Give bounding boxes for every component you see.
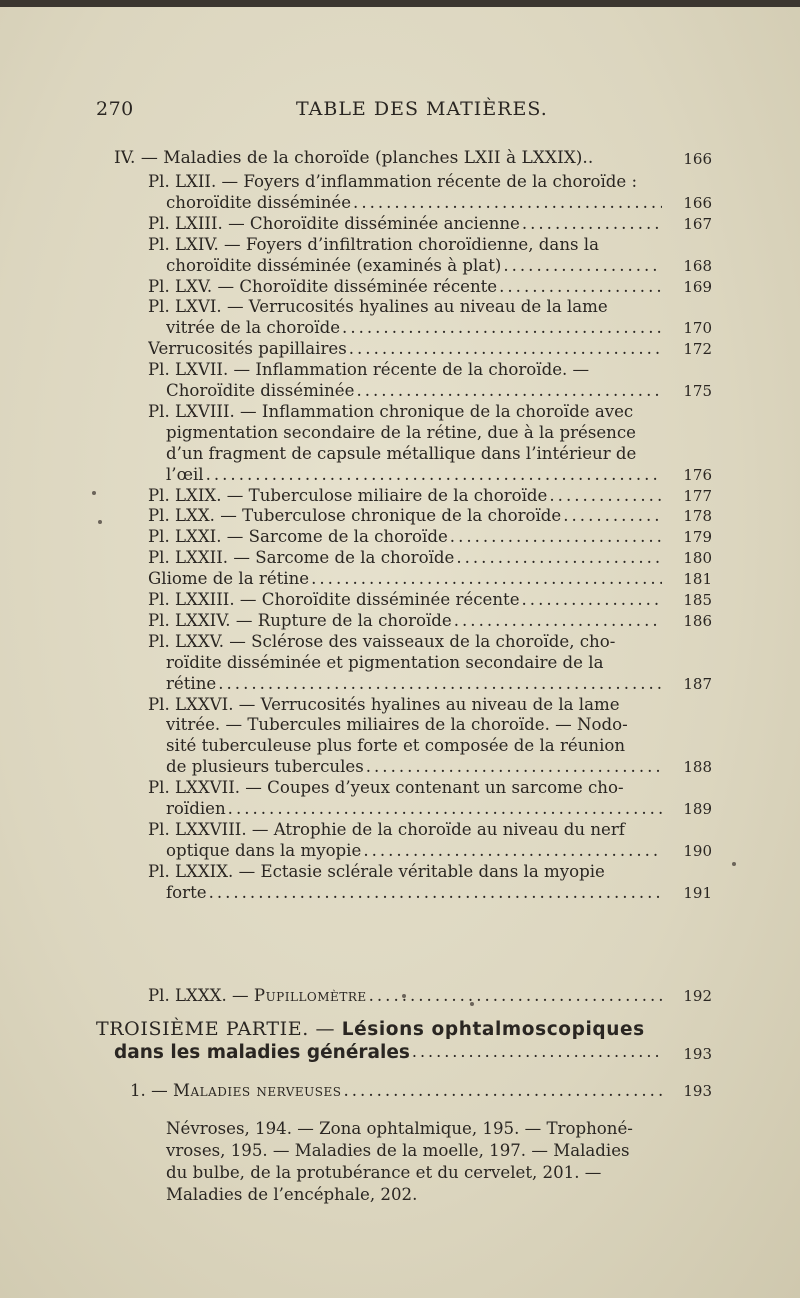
toc-entry-line xyxy=(148,486,664,506)
paragraph-line: Maladies de l’encéphale, 202. xyxy=(166,1185,418,1204)
entry-text: Pl. LXX. — Tuberculose chronique de la choroïde xyxy=(148,506,562,526)
dot-leader xyxy=(522,590,662,610)
toc-page-number: 181 xyxy=(683,570,712,589)
entry-text: sité tuberculeuse plus forte et composée de la réunion xyxy=(166,736,626,756)
ink-speck xyxy=(402,994,406,998)
toc-entry-line xyxy=(148,590,664,610)
entry-text: roïdien xyxy=(166,799,226,818)
toc-entry-line xyxy=(148,695,664,715)
entry-text: Pl. LXV. — Choroïdite disséminée récente xyxy=(148,276,498,296)
toc-entry-continuation xyxy=(166,318,664,338)
toc-entry-continuation xyxy=(166,381,664,401)
toc-entry-continuation xyxy=(166,674,664,694)
entry-text: Pl. LXVII. — Inflammation récente de la choroïde. — xyxy=(148,360,590,380)
entry-text: Pl. LXXIII. — Choroïdite disséminée récente xyxy=(148,590,520,609)
part-heading-continued xyxy=(114,1042,664,1063)
paragraph-line: du bulbe, de la protubérance et du cervelet, 201. — xyxy=(166,1163,602,1182)
section-heading-page: 193 xyxy=(683,1082,712,1100)
entry-label-prefix: Pl. LXXX. — xyxy=(148,986,254,1005)
toc-entry-continuation xyxy=(166,444,664,464)
dot-leader xyxy=(503,256,662,276)
toc-entry-continuation xyxy=(166,883,664,903)
dot-leader xyxy=(311,569,662,589)
section-heading-1 xyxy=(130,1081,664,1101)
toc-entry-line xyxy=(148,297,664,317)
toc-page-number: 172 xyxy=(683,340,712,359)
section-heading-page: 166 xyxy=(683,150,712,168)
ink-speck xyxy=(92,491,96,495)
toc-page-number: 168 xyxy=(683,256,712,275)
dot-leader xyxy=(366,757,662,777)
toc-page-number: 169 xyxy=(683,277,712,296)
entry-text: roïdite disséminée et pigmentation secondaire de la xyxy=(166,652,604,672)
toc-entry-line xyxy=(148,527,664,547)
dot-leader xyxy=(218,674,662,694)
dot-leader xyxy=(499,277,662,297)
toc-page-number: 187 xyxy=(683,674,712,693)
section-heading-label: IV. — Maladies de la choroïde (planches LXII à LXXIX).. xyxy=(114,148,594,168)
dot-leader xyxy=(522,214,662,234)
dot-leader xyxy=(412,1042,662,1063)
entry-text: Pl. LXXIV. — Rupture de la choroïde xyxy=(148,610,452,630)
dot-leader xyxy=(353,193,662,213)
dot-leader xyxy=(454,611,662,631)
entry-text: forte xyxy=(166,882,207,902)
entry-text: Pl. LXXVI. — Verrucosités hyalines au niveau de la lame xyxy=(148,694,620,714)
dot-leader xyxy=(356,381,662,401)
entry-text: de plusieurs tubercules xyxy=(166,757,364,777)
part-heading-prefix: TROISIÈME PARTIE. — xyxy=(96,1018,342,1040)
dot-leader xyxy=(349,339,662,359)
entry-text: Pl. LXXV. — Sclérose des vaisseaux de la choroïde, cho- xyxy=(148,631,616,651)
entry-text: Pl. LXXVIII. — Atrophie de la choroïde au niveau du nerf xyxy=(148,819,625,839)
toc-page-number: 175 xyxy=(683,382,712,400)
toc-page-number: 189 xyxy=(683,800,712,818)
toc-entry-continuation xyxy=(166,653,664,673)
toc-entry-continuation xyxy=(166,736,664,756)
entry-text: Pl. LXVIII. — Inflammation chronique de la choroïde avec xyxy=(148,401,634,421)
entry-text: vitrée. — Tubercules miliaires de la choroïde. — Nodo- xyxy=(166,715,628,735)
dot-leader xyxy=(456,548,662,568)
part-heading xyxy=(96,1018,645,1040)
dot-leader xyxy=(228,799,662,819)
part-heading-title: Lésions ophtalmoscopiques xyxy=(341,1019,645,1040)
toc-page-number: 190 xyxy=(683,841,712,860)
entry-text: Pl. LXIX. — Tuberculose miliaire de la choroïde xyxy=(148,485,548,505)
toc-entry-continuation xyxy=(166,799,664,819)
entry-text: rétine xyxy=(166,673,217,693)
toc-entry-continuation xyxy=(166,193,664,213)
toc-entry-line xyxy=(148,778,664,798)
toc-page-number: 180 xyxy=(683,549,712,568)
toc-entry-continuation xyxy=(166,465,664,485)
toc-entry-continuation xyxy=(166,841,664,861)
part-heading-page: 193 xyxy=(683,1045,712,1063)
toc-entry-line xyxy=(148,214,664,234)
toc-entry-line xyxy=(148,235,664,255)
dot-leader xyxy=(342,318,662,338)
toc-page-number: 179 xyxy=(683,528,712,547)
toc-entry-line xyxy=(148,862,664,882)
entry-text: pigmentation secondaire de la rétine, due à la présence xyxy=(166,422,636,442)
toc-entry-line xyxy=(148,360,664,380)
section-heading-label: Maladies nerveuses xyxy=(172,1081,342,1100)
page-number: 270 xyxy=(96,98,134,120)
toc-entry-line xyxy=(148,548,664,568)
dot-leader xyxy=(344,1081,663,1101)
ink-speck xyxy=(470,1002,474,1006)
toc-page-number: 166 xyxy=(683,193,712,212)
dot-leader xyxy=(549,486,662,506)
toc-page-number: 167 xyxy=(683,214,712,233)
entry-text: d’un fragment de capsule métallique dans l’intérieur de xyxy=(166,443,637,463)
toc-page-number: 191 xyxy=(683,883,712,902)
toc-page-number: 178 xyxy=(683,507,712,526)
entry-label-smallcaps: Pupillomètre xyxy=(253,986,367,1005)
entry-text: Pl. LXXI. — Sarcome de la choroïde xyxy=(148,527,448,547)
running-title: TABLE DES MATIÈRES. xyxy=(296,98,548,120)
toc-page-number: 185 xyxy=(683,591,712,609)
entry-text: Pl. LXXVII. — Coupes d’yeux contenant un sarcome cho- xyxy=(148,778,624,798)
toc-entry-pl-lxxx xyxy=(148,986,664,1006)
section-heading-prefix: 1. — xyxy=(130,1081,173,1100)
toc-entry-line xyxy=(148,277,664,297)
entry-text: l’œil xyxy=(166,464,204,484)
entry-text: Pl. LXII. — Foyers d’inflammation récente de la choroïde : xyxy=(148,172,638,191)
ink-speck xyxy=(732,862,736,866)
toc-entry-line xyxy=(148,339,664,359)
paragraph-line: vroses, 195. — Maladies de la moelle, 197. — Maladies xyxy=(166,1141,630,1160)
toc-entry-line xyxy=(148,569,664,589)
dot-leader xyxy=(369,986,662,1006)
dot-leader xyxy=(209,883,662,903)
dot-leader xyxy=(363,841,662,861)
toc-entry-continuation xyxy=(166,715,664,735)
part-heading-title-cont: dans les maladies générales xyxy=(114,1042,410,1063)
toc-entry-line xyxy=(148,172,664,192)
ink-speck xyxy=(98,520,102,524)
toc-page-number: 170 xyxy=(683,319,712,338)
entry-text: Gliome de la rétine xyxy=(148,569,310,589)
entry-text: optique dans la myopie xyxy=(166,840,362,860)
toc-entry-continuation xyxy=(166,256,664,276)
entry-text: Pl. LXXIX. — Ectasie sclérale véritable dans la myopie xyxy=(148,861,605,881)
entry-text: Pl. LXIII. — Choroïdite disséminée ancienne xyxy=(148,213,520,233)
toc-entry-line xyxy=(148,820,664,840)
paragraph-line: Névroses, 194. — Zona ophtalmique, 195. — Trophoné- xyxy=(166,1119,633,1138)
toc-page-number: 186 xyxy=(683,611,712,630)
entry-text: vitrée de la choroïde xyxy=(166,318,341,338)
dot-leader xyxy=(206,465,662,485)
toc-page-number: 177 xyxy=(683,486,712,505)
toc-page-number: 192 xyxy=(683,987,712,1005)
entry-text: Choroïdite disséminée xyxy=(166,381,355,400)
toc-entry-continuation xyxy=(166,423,664,443)
toc-entry-continuation xyxy=(166,757,664,777)
toc-entry-line xyxy=(148,611,664,631)
toc-page-number: 188 xyxy=(683,758,712,777)
section-paragraph xyxy=(166,1118,682,1206)
toc-entry-line xyxy=(148,402,664,422)
entry-text: Pl. LXVI. — Verrucosités hyalines au niveau de la lame xyxy=(148,297,608,317)
toc-page-number: 176 xyxy=(683,465,712,484)
entry-text: Pl. LXIV. — Foyers d’infiltration choroïdienne, dans la xyxy=(148,234,599,254)
entry-text: Pl. LXXII. — Sarcome de la choroïde xyxy=(148,548,455,568)
dot-leader xyxy=(450,527,662,547)
toc-entry-line xyxy=(148,506,664,526)
entry-text: choroïdite disséminée (examinés à plat) xyxy=(166,255,502,275)
entry-text: choroïdite disséminée xyxy=(166,192,352,212)
entry-text: Verrucosités papillaires xyxy=(148,339,347,359)
toc-entry-line xyxy=(148,632,664,652)
dot-leader xyxy=(563,506,662,526)
